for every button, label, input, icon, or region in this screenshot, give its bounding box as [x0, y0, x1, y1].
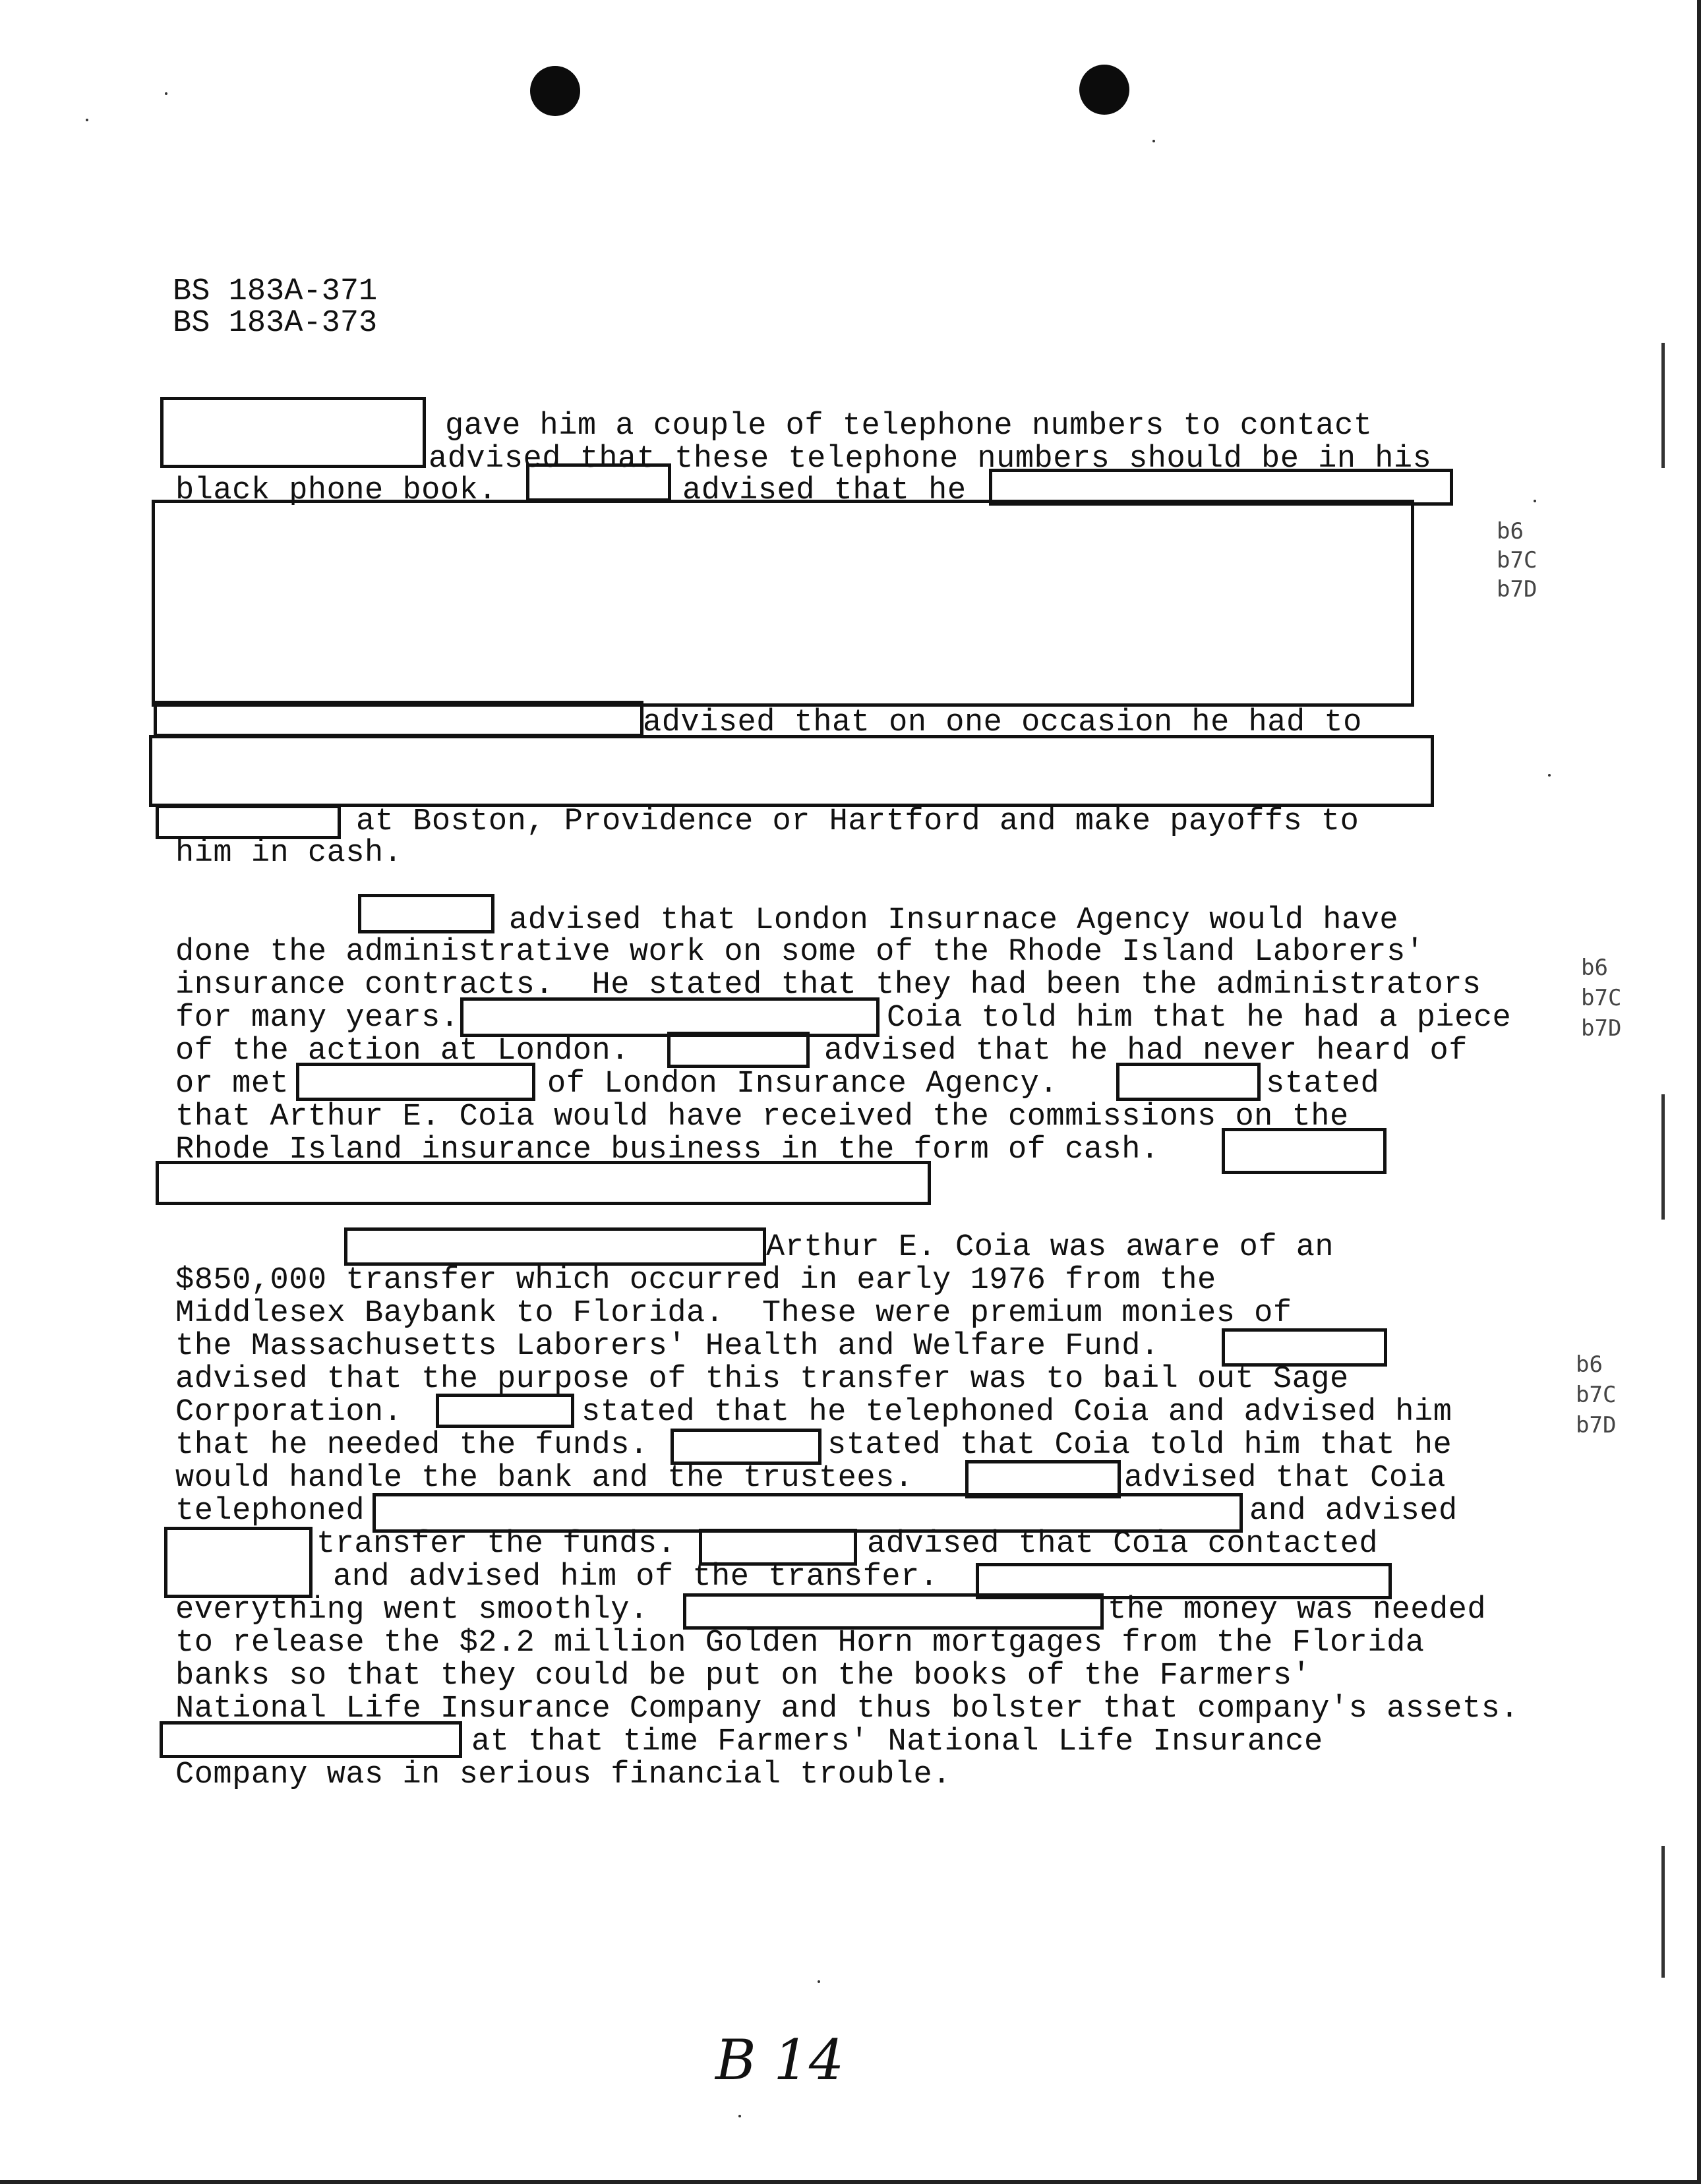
text-line: stated: [1266, 1067, 1380, 1102]
punch-hole-right: [1079, 65, 1129, 115]
exemption-code: b6: [1497, 518, 1524, 545]
redaction-box: [344, 1227, 766, 1266]
scan-speck: [1152, 140, 1155, 142]
scan-border-right: [1697, 0, 1701, 2184]
text-line: of London Insurance Agency.: [547, 1067, 1059, 1102]
text-line: and advised: [1249, 1494, 1458, 1529]
redaction-box: [358, 894, 494, 933]
text-line: done the administrative work on some of the Rhode Island Laborers': [175, 935, 1425, 970]
text-line: advised that on one occasion he had to: [643, 705, 1362, 740]
file-number: BS 183A-373: [173, 306, 378, 341]
margin-mark: [1661, 1846, 1665, 1978]
text-line: stated that Coia told him that he: [827, 1428, 1452, 1463]
redaction-box: [296, 1063, 535, 1101]
text-line: Coia told him that he had a piece: [887, 1001, 1512, 1036]
exemption-code: b7D: [1581, 1015, 1622, 1042]
redaction-box: [1222, 1128, 1387, 1174]
scan-speck: [738, 2115, 741, 2117]
redaction-box: [154, 701, 643, 737]
text-line: Middlesex Baybank to Florida. These were premium monies of: [175, 1296, 1292, 1331]
redaction-box: [667, 1032, 810, 1068]
redaction-box: [149, 735, 1434, 807]
redaction-box: [152, 500, 1414, 707]
scan-speck: [86, 119, 88, 121]
exemption-code: b7D: [1576, 1412, 1617, 1438]
text-line: or met: [175, 1067, 289, 1102]
text-line: the Massachusetts Laborers' Health and Welfare Fund.: [175, 1329, 1160, 1364]
text-line: that Arthur E. Coia would have received the commissions on the: [175, 1100, 1349, 1135]
text-line: stated that he telephoned Coia and advised him: [582, 1395, 1452, 1430]
text-line: the money was needed: [1108, 1593, 1487, 1628]
text-line: advised that the purpose of this transfer was to bail out Sage: [175, 1362, 1349, 1397]
redaction-box: [156, 1161, 931, 1205]
text-line: at Boston, Providence or Hartford and make payoffs to: [356, 804, 1359, 839]
text-line: him in cash.: [175, 836, 403, 871]
scan-speck: [165, 92, 167, 95]
file-number: BS 183A-371: [173, 274, 378, 309]
redaction-box: [160, 1721, 462, 1758]
text-line: transfer the funds.: [316, 1527, 676, 1562]
exemption-code: b7C: [1576, 1382, 1617, 1408]
text-line: gave him a couple of telephone numbers to contact: [445, 409, 1373, 444]
redaction-box: [699, 1529, 857, 1566]
margin-mark: [1661, 1094, 1665, 1220]
redaction-box: [671, 1429, 821, 1465]
text-line: and advised him of the transfer.: [333, 1560, 939, 1595]
scan-border-bottom: [0, 2180, 1701, 2184]
redaction-box: [436, 1394, 574, 1428]
scan-speck: [1534, 500, 1536, 502]
redaction-box: [460, 997, 880, 1037]
scan-speck: [1548, 774, 1551, 777]
margin-mark: [1661, 343, 1665, 468]
text-line: for many years.: [175, 1001, 460, 1036]
text-line: advised that London Insurnace Agency would have: [509, 903, 1399, 938]
text-line: would handle the bank and the trustees.: [175, 1461, 914, 1496]
exemption-code: b7D: [1497, 576, 1537, 603]
redaction-box: [156, 805, 341, 839]
text-line: Rhode Island insurance business in the form of cash.: [175, 1133, 1160, 1167]
text-line: that he needed the funds.: [175, 1428, 649, 1463]
exemption-code: b6: [1576, 1351, 1603, 1378]
exemption-code: b6: [1581, 955, 1608, 981]
text-line: of the action at London.: [175, 1034, 630, 1069]
redaction-box: [1222, 1328, 1387, 1367]
page-mark-handwritten: B 14: [715, 2028, 845, 2092]
text-line: Corporation.: [175, 1395, 403, 1430]
scan-speck: [818, 1980, 820, 1983]
text-line: Arthur E. Coia was aware of an: [766, 1230, 1334, 1265]
text-line: National Life Insurance Company and thus bolster that company's assets.: [175, 1692, 1520, 1727]
text-line: black phone book.: [175, 473, 497, 508]
text-line: at that time Farmers' National Life Insurance: [471, 1725, 1323, 1759]
text-line: advised that Coia: [1124, 1461, 1446, 1496]
text-line: advised that these telephone numbers should be in his: [429, 442, 1432, 477]
text-line: to release the $2.2 million Golden Horn mortgages from the Florida: [175, 1626, 1425, 1661]
redaction-box: [164, 1527, 313, 1598]
text-line: everything went smoothly.: [175, 1593, 649, 1628]
text-line: advised that he: [682, 473, 967, 508]
redaction-box: [373, 1493, 1243, 1533]
text-line: insurance contracts. He stated that they had been the administrators: [175, 968, 1481, 1003]
text-line: $850,000 transfer which occurred in early 1976 from the: [175, 1263, 1216, 1298]
redaction-box: [683, 1593, 1104, 1630]
text-line: telephoned: [175, 1494, 365, 1529]
redaction-box: [526, 463, 671, 502]
exemption-code: b7C: [1497, 547, 1537, 574]
text-line: advised that Coia contacted: [867, 1527, 1379, 1562]
text-line: banks so that they could be put on the books of the Farmers': [175, 1659, 1311, 1694]
punch-hole-left: [530, 66, 580, 116]
text-line: advised that he had never heard of: [824, 1034, 1468, 1069]
exemption-code: b7C: [1581, 985, 1622, 1011]
redaction-box: [160, 397, 426, 468]
text-line: Company was in serious financial trouble.: [175, 1757, 951, 1792]
redaction-box: [1116, 1063, 1261, 1101]
